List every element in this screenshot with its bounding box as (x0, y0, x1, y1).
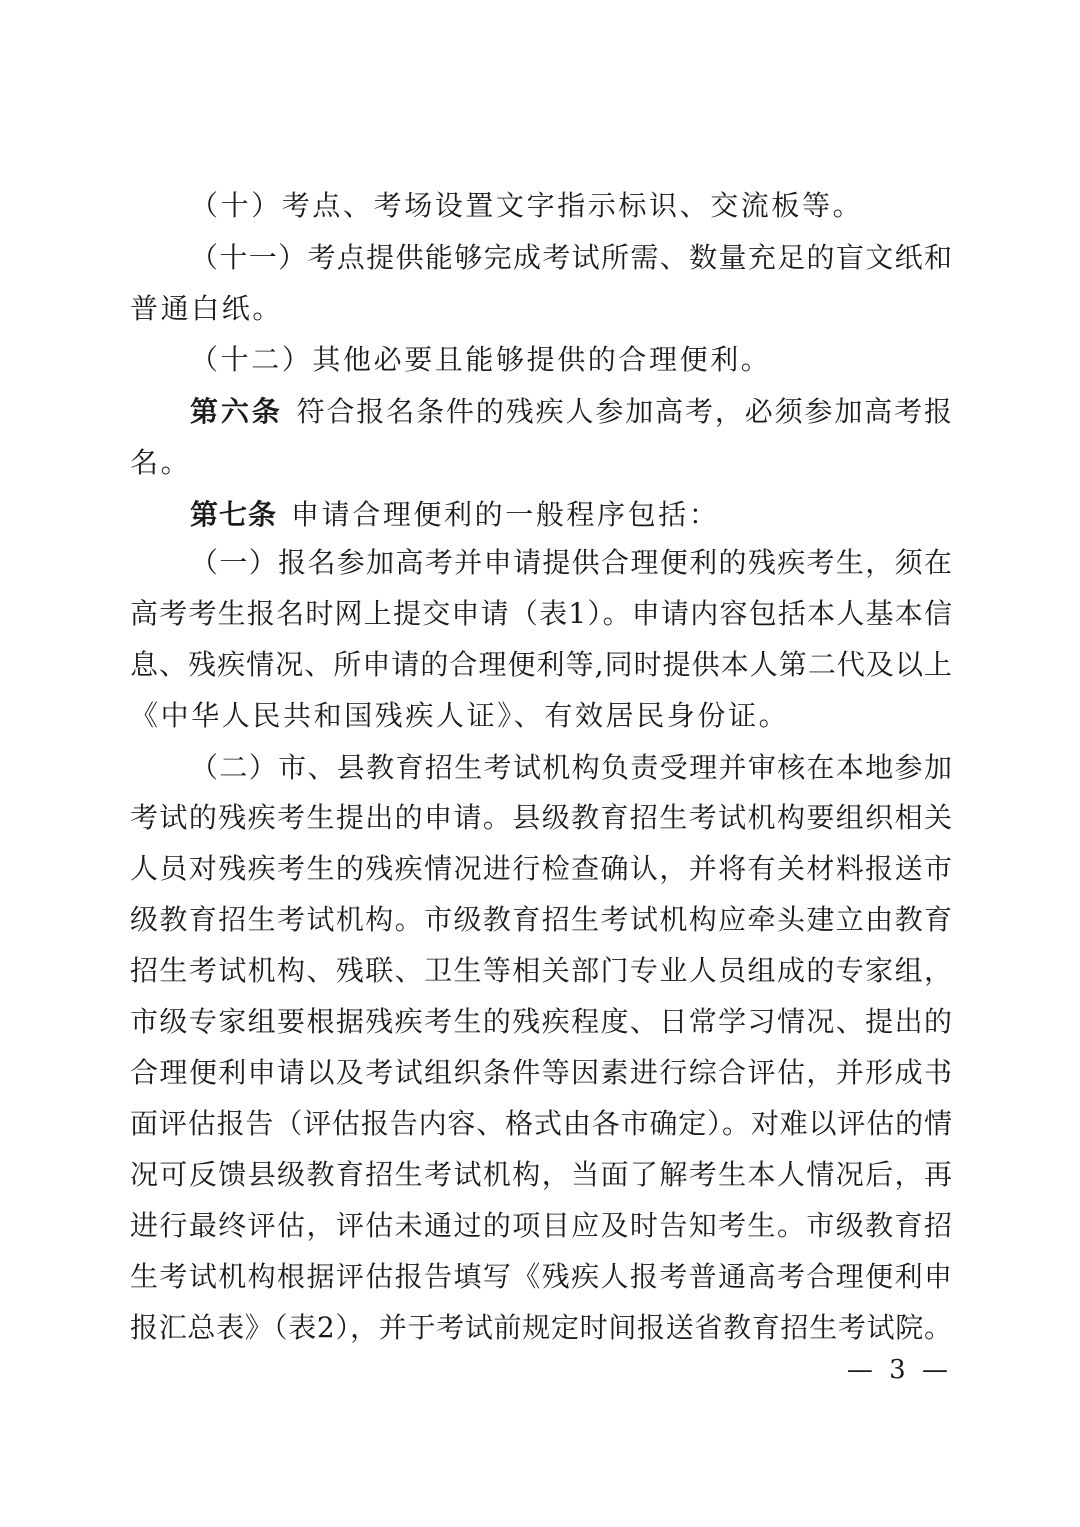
item-ten: （十）考点、考场设置文字指示标识、交流板等。 (190, 189, 864, 222)
item-one-line-2: 高考考生报名时网上提交申请（表1）。申请内容包括本人基本信 (130, 597, 952, 630)
article-seven-line-1 (190, 497, 952, 533)
item-one-line-3: 息、残疾情况、所申请的合理便利等,同时提供本人第二代及以上 (130, 648, 952, 681)
item-two-line-2: 考试的残疾考生提出的申请。县级教育招生考试机构要组织相关 (130, 801, 952, 834)
article-six-line-1 (190, 394, 952, 430)
item-two-line-12: 报汇总表》（表2），并于考试前规定时间报送省教育招生考试院。 (130, 1311, 952, 1344)
item-eleven-line-1: （十一）考点提供能够完成考试所需、数量充足的盲文纸和 (190, 241, 952, 274)
item-two-line-1: （二）市、县教育招生考试机构负责受理并审核在本地参加 (190, 751, 952, 784)
article-six-text: 符合报名条件的残疾人参加高考，必须参加高考报 (296, 395, 952, 428)
item-twelve: （十二）其他必要且能够提供的合理便利。 (190, 343, 772, 376)
item-two-line-3: 人员对残疾考生的残疾情况进行检查确认，并将有关材料报送市 (130, 852, 952, 885)
item-two-line-8: 面评估报告（评估报告内容、格式由各市确定）。对难以评估的情 (130, 1107, 952, 1140)
article-seven-text: 申请合理便利的一般程序包括： (291, 498, 720, 531)
item-one-line-4: 《中华人民共和国残疾人证》、有效居民身份证。 (130, 699, 790, 732)
article-seven-heading: 第七条 (190, 498, 278, 531)
item-two-line-9: 况可反馈县级教育招生考试机构，当面了解考生本人情况后，再 (130, 1158, 952, 1191)
article-six-line-2: 名。 (130, 446, 192, 479)
item-two-line-4: 级教育招生考试机构。市级教育招生考试机构应牵头建立由教育 (130, 903, 952, 936)
article-six-heading: 第六条 (190, 395, 283, 428)
item-two-line-5: 招生考试机构、残联、卫生等相关部门专业人员组成的专家组， (130, 954, 952, 987)
item-two-line-6: 市级专家组要根据残疾考生的残疾程度、日常学习情况、提出的 (130, 1005, 952, 1038)
item-two-line-7: 合理便利申请以及考试组织条件等因素进行综合评估，并形成书 (130, 1056, 952, 1089)
item-two-line-11: 生考试机构根据评估报告填写《残疾人报考普通高考合理便利申 (130, 1260, 952, 1293)
page-number: — 3 — (846, 1355, 952, 1385)
item-two-line-10: 进行最终评估，评估未通过的项目应及时告知考生。市级教育招 (130, 1209, 952, 1242)
item-eleven-line-2: 普通白纸。 (130, 292, 284, 325)
item-one-line-1: （一）报名参加高考并申请提供合理便利的残疾考生，须在 (190, 546, 952, 579)
